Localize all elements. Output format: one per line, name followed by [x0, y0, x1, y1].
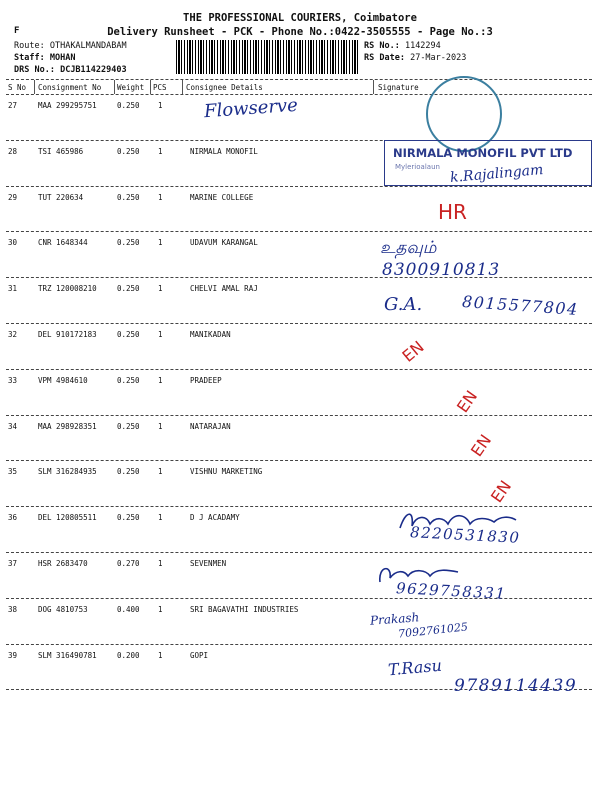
row-sno: 38 [8, 604, 18, 614]
row-weight: 0.250 [117, 238, 140, 248]
row-consignment: SLM 316284935 [38, 467, 97, 477]
col-divider [114, 80, 115, 94]
col-sno: S No [8, 83, 27, 92]
staff-line [14, 53, 75, 63]
handwritten-name: Prakash [369, 610, 420, 628]
row-weight: 0.250 [117, 101, 140, 110]
row-sno: 29 [8, 192, 18, 202]
row-sno: 37 [8, 559, 18, 568]
col-divider [182, 80, 183, 94]
rs-no-label: RS No.: [364, 41, 400, 51]
row-divider [6, 552, 592, 553]
row-consignment: MAA 299295751 [38, 101, 97, 110]
handwritten-phone: 9629758331 [395, 579, 507, 603]
row-sno: 31 [8, 284, 18, 294]
row-consignment: DOG 4810753 [38, 604, 88, 614]
row-consignment: VPM 4984610 [38, 375, 88, 385]
staff-value: MOHAN [49, 53, 76, 63]
row-pcs: 1 [158, 238, 163, 248]
barcode [176, 40, 358, 74]
row-pcs: 1 [158, 375, 163, 385]
drs-label: DRS No.: [14, 65, 55, 75]
rs-no-value: 1142294 [404, 41, 441, 51]
row-consignment: TUT 220634 [38, 192, 84, 202]
row-pcs: 1 [158, 650, 163, 660]
rs-date-label: RS Date: [364, 53, 405, 63]
row-sno: 32 [8, 330, 18, 339]
handwritten-phone: 8220531830 [409, 523, 521, 547]
row-sno: 30 [8, 238, 18, 248]
row-pcs: 1 [158, 467, 163, 477]
row-consignee: NIRMALA MONOFIL [190, 146, 258, 156]
row-pcs: 1 [158, 559, 163, 568]
row-consignee: NATARAJAN [190, 421, 231, 431]
row-consignee: MARINE COLLEGE [190, 192, 254, 202]
stamp-company-name: NIRMALA MONOFIL PVT LTD [393, 146, 573, 160]
row-weight: 0.250 [117, 192, 140, 202]
row-consignee: CHELVI AMAL RAJ [190, 284, 258, 294]
handwritten-mark: EN [398, 337, 428, 366]
row-divider [6, 231, 592, 232]
row-weight: 0.270 [117, 559, 140, 568]
row-pcs: 1 [158, 513, 163, 523]
row-sno: 27 [8, 101, 18, 110]
row-pcs: 1 [158, 604, 163, 614]
row-consignee: UDAVUM KARANGAL [190, 238, 258, 248]
row-divider [6, 277, 592, 278]
handwritten-phone: 9789114439 [454, 676, 578, 696]
row-weight: 0.250 [117, 284, 140, 294]
row-divider [6, 369, 592, 370]
route-value: OTHAKALMANDABAM [49, 41, 127, 51]
col-divider [34, 80, 35, 94]
rs-date-line [364, 53, 466, 63]
row-sno: 33 [8, 375, 18, 385]
row-consignment: SLM 316490781 [38, 650, 97, 660]
row-sno: 34 [8, 421, 18, 431]
handwritten-name: T.Rasu [387, 655, 443, 680]
row-weight: 0.250 [117, 330, 140, 339]
col-weight: Weight [117, 83, 145, 92]
row-pcs: 1 [158, 101, 163, 110]
handwritten-phone: 8015577804 [461, 291, 580, 320]
header-top-rule [6, 79, 592, 80]
corner-mark: F [14, 26, 20, 36]
col-divider [373, 80, 374, 94]
row-sno: 35 [8, 467, 18, 477]
row-sno: 28 [8, 146, 18, 156]
row-consignee: SEVENMEN [190, 559, 227, 568]
col-signature: Signature [378, 83, 419, 92]
rs-date-value: 27-Mar-2023 [410, 53, 467, 63]
row-consignment: TSI 465986 [38, 146, 84, 156]
staff-label: Staff: [14, 53, 45, 63]
row-consignee: D J ACADAMY [190, 513, 240, 523]
row-sno: 39 [8, 650, 18, 660]
row-consignee: VISHNU MARKETING [190, 467, 263, 477]
row-weight: 0.250 [117, 375, 140, 385]
row-pcs: 1 [158, 284, 163, 294]
row-consignee: PRADEEP [190, 375, 222, 385]
row-consignment: MAA 298928351 [38, 421, 97, 431]
handwritten-signature: k.Rajalingam [449, 161, 544, 187]
drs-value: DCJB114229403 [60, 65, 127, 75]
row-consignment: TRZ 120008210 [38, 284, 97, 294]
handwritten-phone: 8300910813 [382, 260, 501, 280]
handwritten-phone: 7092761025 [397, 620, 469, 641]
row-divider [6, 460, 592, 461]
route-label: Route: [14, 41, 45, 51]
handwritten-mark: HR [438, 200, 467, 224]
handwritten-name: G.A. [384, 294, 423, 315]
row-consignment: CNR 1648344 [38, 238, 88, 248]
row-consignment: DEL 120805511 [38, 513, 97, 523]
row-pcs: 1 [158, 330, 163, 339]
handwritten-mark: EN [466, 431, 496, 460]
col-consignment: Consignment No [38, 83, 102, 92]
col-consignee: Consignee Details [186, 83, 263, 92]
row-divider [6, 415, 592, 416]
row-pcs: 1 [158, 146, 163, 156]
drs-line [14, 65, 127, 75]
row-sno: 36 [8, 513, 18, 523]
handwritten-mark: EN [486, 477, 516, 506]
row-weight: 0.250 [117, 467, 140, 477]
row-pcs: 1 [158, 192, 163, 202]
row-consignment: DEL 910172183 [38, 330, 97, 339]
row-consignee: GOPI [190, 650, 209, 660]
row-weight: 0.200 [117, 650, 140, 660]
row-weight: 0.250 [117, 513, 140, 523]
rs-no-line [364, 41, 441, 51]
row-weight: 0.250 [117, 146, 140, 156]
row-pcs: 1 [158, 421, 163, 431]
stamp-subtext: Mylerioalaun [395, 163, 440, 171]
row-weight: 0.400 [117, 604, 140, 614]
row-consignment: HSR 2683470 [38, 559, 88, 568]
sheet-title: Delivery Runsheet - PCK - Phone No.:0422-3505555 - Page No.:3 [107, 26, 493, 38]
row-consignee: MANIKADAN [190, 330, 231, 339]
company-title: THE PROFESSIONAL COURIERS, Coimbatore [183, 12, 417, 24]
row-consignee: SRI BAGAVATHI INDUSTRIES [190, 604, 299, 614]
row-divider [6, 644, 592, 645]
handwritten-name: உதவும் [380, 238, 437, 258]
header-bottom-rule [6, 94, 592, 95]
handwritten-signature: Flowserve [203, 94, 299, 123]
col-divider [150, 80, 151, 94]
handwritten-mark: EN [452, 387, 482, 416]
row-weight: 0.250 [117, 421, 140, 431]
route-line [14, 41, 127, 51]
col-pcs: PCS [153, 83, 167, 92]
row-divider [6, 323, 592, 324]
